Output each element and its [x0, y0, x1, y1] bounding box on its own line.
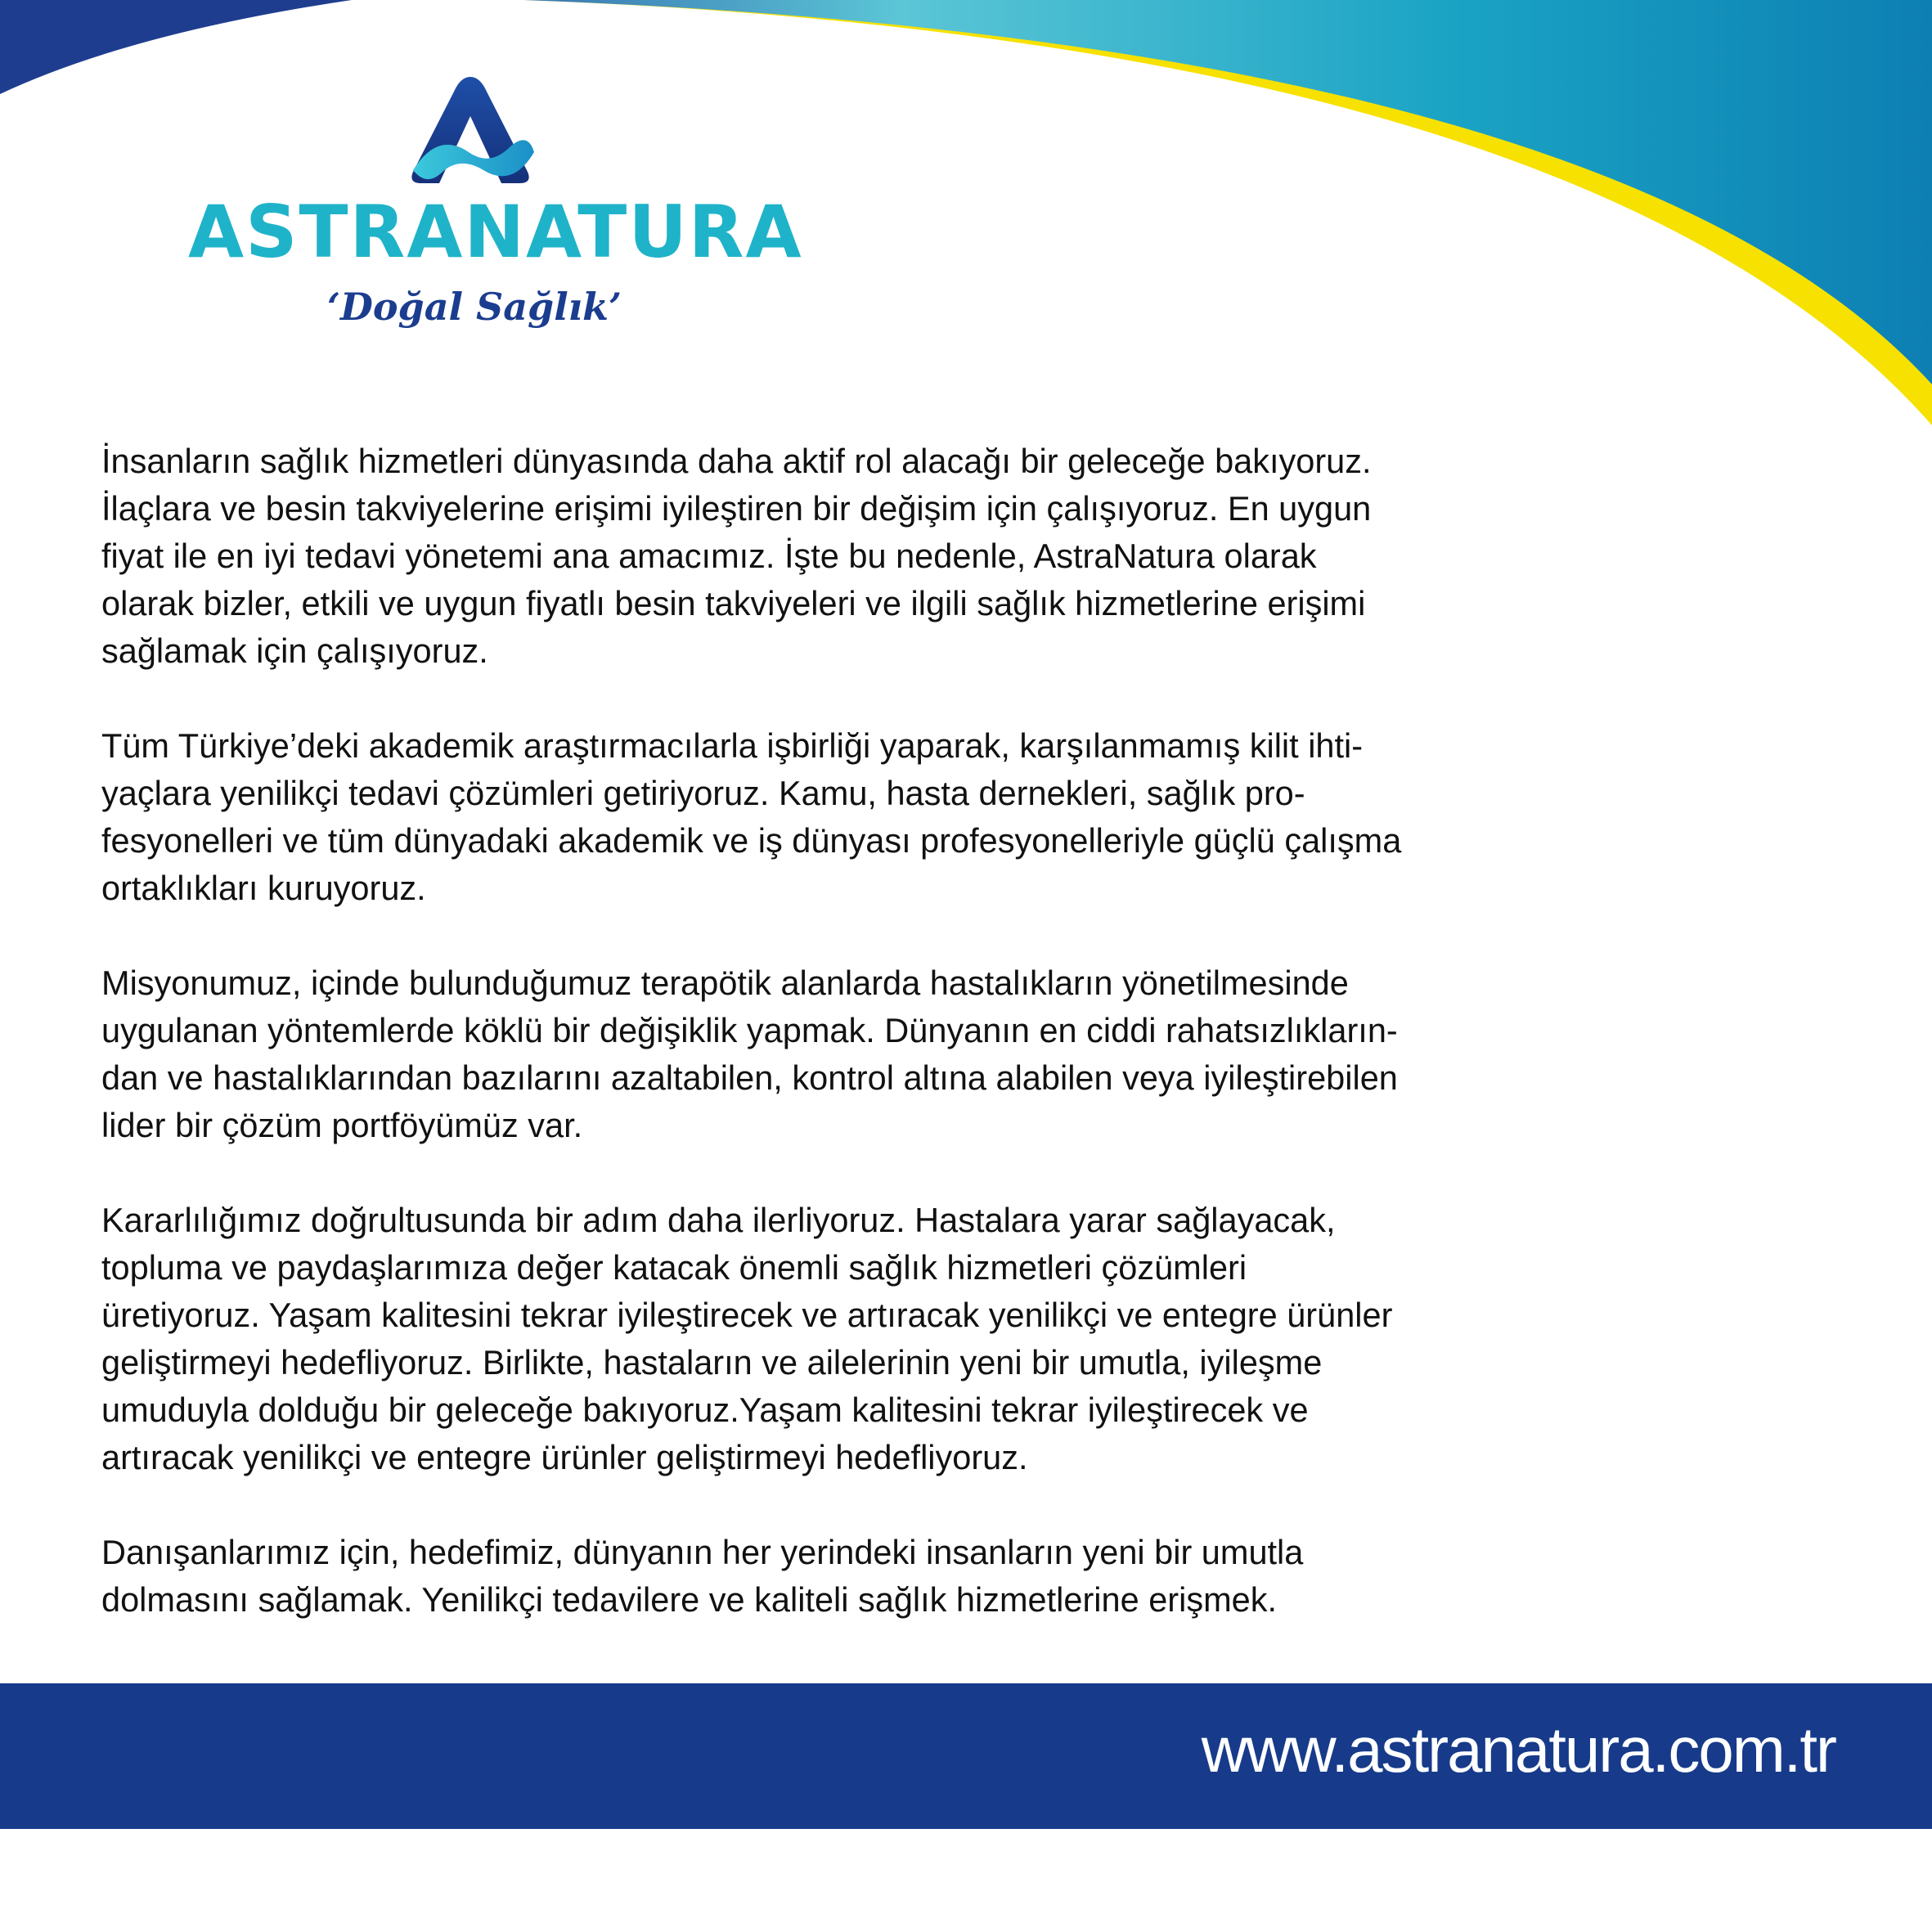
text-line: dolmasını sağlamak. Yenilikçi tedavilere ve kaliteli sağlık hizmetlerine erişmek. [101, 1580, 1277, 1619]
text-line: Tüm Türkiye’deki akademik araştırmacılarla işbirliği yaparak, karşılanmamış kilit ihti- [101, 726, 1364, 765]
text-line: sağlamak için çalışıyoruz. [101, 631, 488, 670]
text-line: umuduyla dolduğu bir geleceğe bakıyoruz.Yaşam kalitesini tekrar iyileştirecek ve [101, 1391, 1309, 1429]
paragraph-3 [101, 959, 1656, 1149]
paragraph-4 [101, 1197, 1656, 1481]
brand-tagline: ‘Doğal Sağlık’ [326, 285, 622, 329]
text-line: lider bir çözüm portföyümüz var. [101, 1106, 583, 1144]
text-line: İnsanların sağlık hizmetleri dünyasında daha aktif rol alacağı bir geleceğe bakıyoruz. [101, 442, 1372, 480]
paragraph-5 [101, 1529, 1656, 1624]
text-line: ortaklıkları kuruyoruz. [101, 869, 426, 907]
text-line: topluma ve paydaşlarımıza değer katacak önemli sağlık hizmetleri çözümleri [101, 1248, 1247, 1287]
text-line: uygulanan yöntemlerde köklü bir değişiklik yapmak. Dünyanın en ciddi rahatsızlıkların- [101, 1011, 1398, 1049]
text-line: üretiyoruz. Yaşam kalitesini tekrar iyileştirecek ve artıracak yenilikçi ve entegre ürünler [101, 1296, 1393, 1334]
brand-logo [188, 74, 803, 344]
website-url-link[interactable]: www.astranatura.com.tr [1201, 1714, 1835, 1786]
text-line: geliştirmeyi hedefliyoruz. Birlikte, hastaların ve ailelerinin yeni bir umutla, iyileşme [101, 1343, 1323, 1382]
text-line: İlaçlara ve besin takviyelerine erişimi iyileştiren bir değişim için çalışıyoruz. En uygun [101, 489, 1372, 528]
text-line: Misyonumuz, içinde bulunduğumuz terapötik alanlarda hastalıkların yönetilmesinde [101, 964, 1349, 1002]
paragraph-1 [101, 438, 1656, 675]
brand-name: ASTRANATURA [188, 190, 803, 274]
text-line: artıracak yenilikçi ve entegre ürünler geliştirmeyi hedefliyoruz. [101, 1438, 1028, 1476]
text-line: yaçlara yenilikçi tedavi çözümleri getiriyoruz. Kamu, hasta dernekleri, sağlık pro- [101, 774, 1305, 812]
text-line: fesyonelleri ve tüm dünyadaki akademik ve iş dünyası profesyonelleriyle güçlü çalışma [101, 821, 1402, 860]
footer-bar [0, 1683, 1932, 1829]
text-line: dan ve hastalıklarından bazılarını azaltabilen, kontrol altına alabilen veya iyileştirebilen [101, 1058, 1398, 1097]
body-text [101, 438, 1656, 1671]
text-line: olarak bizler, etkili ve uygun fiyatlı besin takviyeleri ve ilgili sağlık hizmetlerine erişimi [101, 584, 1366, 622]
text-line: Kararlılığımız doğrultusunda bir adım daha ilerliyoruz. Hastalara yarar sağlayacak, [101, 1201, 1336, 1239]
astranatura-a-logo-icon [405, 74, 536, 188]
paragraph-2 [101, 722, 1656, 912]
text-line: fiyat ile en iyi tedavi yönetemi ana amacımız. İşte bu nedenle, AstraNatura olarak [101, 537, 1317, 575]
text-line: Danışanlarımız için, hedefimiz, dünyanın her yerindeki insanların yeni bir umutla [101, 1533, 1304, 1571]
